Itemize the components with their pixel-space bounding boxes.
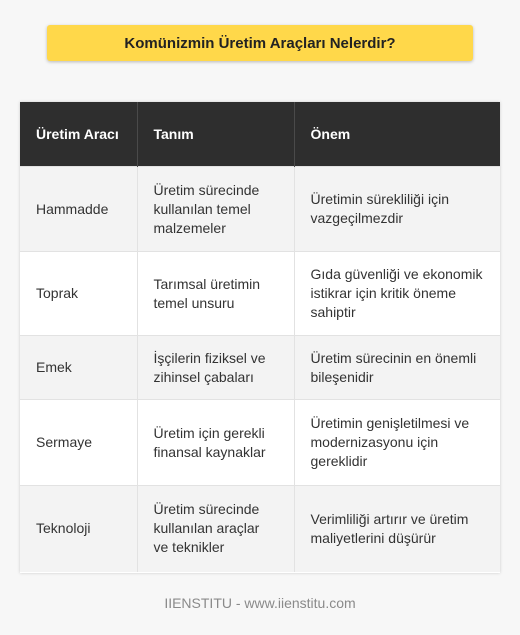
cell-importance: Gıda güvenliği ve ekonomik istikrar için kritik öneme sahiptir bbox=[294, 252, 500, 336]
cell-tool: Hammadde bbox=[20, 167, 137, 252]
cell-importance: Üretim sürecinin en önemli bileşenidir bbox=[294, 336, 500, 400]
table-row bbox=[20, 486, 500, 572]
header-importance: Önem bbox=[294, 102, 500, 167]
table-row bbox=[20, 167, 500, 252]
header-definition: Tanım bbox=[137, 102, 294, 167]
cell-definition: İşçilerin fiziksel ve zihinsel çabaları bbox=[137, 336, 294, 400]
footer-credit: IIENSTITU - www.iienstitu.com bbox=[164, 595, 356, 611]
cell-importance: Üretimin sürekliliği için vazgeçilmezdir bbox=[294, 167, 500, 252]
page-title: Komünizmin Üretim Araçları Nelerdir? bbox=[124, 34, 396, 52]
title-banner bbox=[47, 25, 473, 61]
production-tools-table bbox=[20, 102, 500, 572]
cell-definition: Üretim sürecinde kullanılan temel malzemeler bbox=[137, 167, 294, 252]
table-header-row bbox=[20, 102, 500, 167]
cell-tool: Toprak bbox=[20, 252, 137, 336]
table-row bbox=[20, 252, 500, 336]
data-table-container bbox=[20, 102, 500, 573]
cell-tool: Teknoloji bbox=[20, 486, 137, 572]
table-row bbox=[20, 336, 500, 400]
cell-tool: Sermaye bbox=[20, 400, 137, 486]
table-row bbox=[20, 400, 500, 486]
cell-definition: Üretim için gerekli finansal kaynaklar bbox=[137, 400, 294, 486]
cell-tool: Emek bbox=[20, 336, 137, 400]
cell-importance: Üretimin genişletilmesi ve modernizasyonu için gereklidir bbox=[294, 400, 500, 486]
cell-importance: Verimliliği artırır ve üretim maliyetlerini düşürür bbox=[294, 486, 500, 572]
header-tool: Üretim Aracı bbox=[20, 102, 137, 167]
cell-definition: Tarımsal üretimin temel unsuru bbox=[137, 252, 294, 336]
cell-definition: Üretim sürecinde kullanılan araçlar ve teknikler bbox=[137, 486, 294, 572]
